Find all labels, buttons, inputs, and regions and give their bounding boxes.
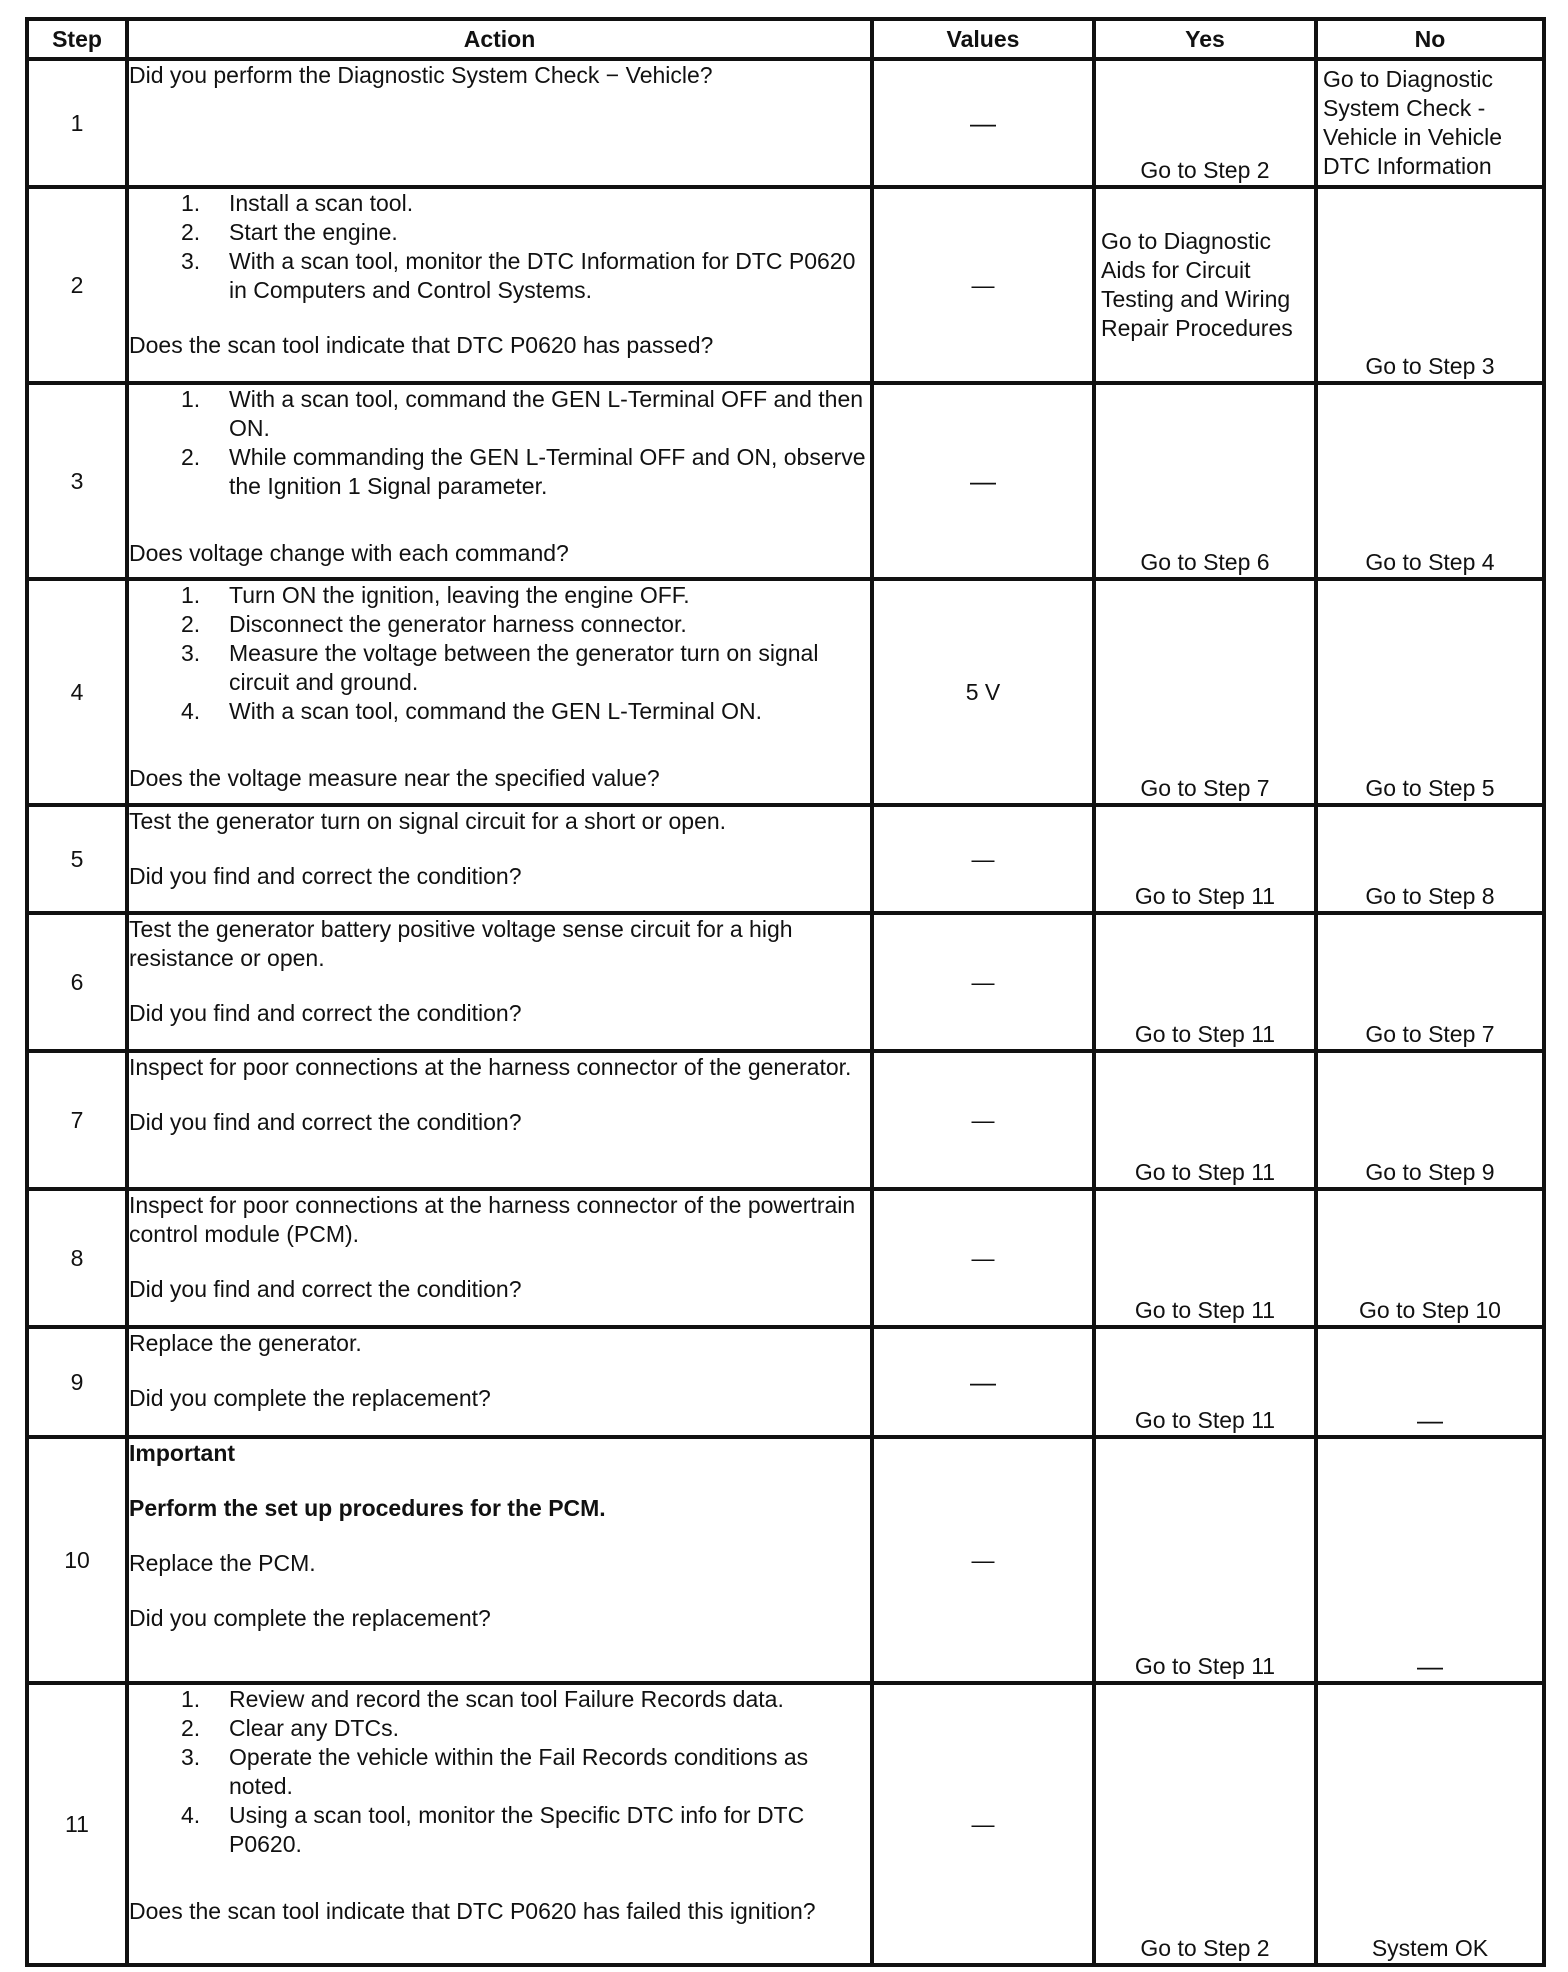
- yes-cell: Go to Step 11: [1094, 1051, 1316, 1189]
- action-list: [129, 385, 870, 501]
- action-cell: [127, 59, 872, 187]
- action-cell: [127, 1437, 872, 1683]
- action-cell: [127, 383, 872, 579]
- step-number: 9: [27, 1327, 127, 1437]
- list-item: [129, 1743, 870, 1801]
- action-text: Inspect for poor connections at the harness connector of the powertrain control module (PCM).: [129, 1192, 856, 1247]
- table-row: [27, 1683, 1544, 1965]
- table-row: [27, 1051, 1544, 1189]
- yes-cell: Go to Step 11: [1094, 1437, 1316, 1683]
- list-item: [129, 639, 870, 697]
- yes-cell: Go to Step 11: [1094, 1189, 1316, 1327]
- list-item: [129, 1714, 870, 1743]
- table-row: [27, 59, 1544, 187]
- header-step: Step: [27, 19, 127, 59]
- action-question: Did you complete the replacement?: [129, 1605, 491, 1631]
- item-number: 1.: [181, 386, 201, 412]
- value-cell: —: [872, 805, 1094, 913]
- list-item: [129, 443, 870, 501]
- step-number: 1: [27, 59, 127, 187]
- no-cell: —: [1316, 1437, 1544, 1683]
- yes-cell: Go to Step 11: [1094, 805, 1316, 913]
- yes-cell: Go to Step 11: [1094, 913, 1316, 1051]
- step-number: 8: [27, 1189, 127, 1327]
- action-text: Replace the PCM.: [129, 1550, 316, 1576]
- action-question: Does the scan tool indicate that DTC P0620 has failed this ignition?: [129, 1898, 816, 1924]
- list-item: [129, 581, 870, 610]
- action-cell: [127, 579, 872, 805]
- value-cell: —: [872, 187, 1094, 383]
- table-row: [27, 383, 1544, 579]
- item-number: 2.: [181, 219, 201, 245]
- no-cell: Go to Step 3: [1316, 187, 1544, 383]
- item-text: While commanding the GEN L-Terminal OFF and ON, observe the Ignition 1 Signal parameter.: [229, 444, 866, 499]
- header-no: No: [1316, 19, 1544, 59]
- table-row: [27, 1437, 1544, 1683]
- item-number: 1.: [181, 190, 201, 216]
- step-number: 4: [27, 579, 127, 805]
- item-text: Turn ON the ignition, leaving the engine OFF.: [229, 582, 690, 608]
- item-number: 3.: [181, 248, 201, 274]
- item-text: With a scan tool, command the GEN L-Terminal OFF and then ON.: [229, 386, 864, 441]
- action-text: Test the generator turn on signal circuit for a short or open.: [129, 808, 727, 834]
- action-question: Did you find and correct the condition?: [129, 863, 522, 889]
- yes-cell: Go to Diagnostic Aids for Circuit Testing and Wiring Repair Procedures: [1094, 187, 1316, 383]
- action-list: [129, 581, 870, 726]
- action-list: [129, 189, 870, 305]
- table-row: [27, 187, 1544, 383]
- step-number: 5: [27, 805, 127, 913]
- item-number: 4.: [181, 1802, 201, 1828]
- action-question: Did you find and correct the condition?: [129, 1109, 522, 1135]
- item-number: 4.: [181, 698, 201, 724]
- action-cell: [127, 1683, 872, 1965]
- table-row: [27, 805, 1544, 913]
- item-text: Review and record the scan tool Failure Records data.: [229, 1686, 784, 1712]
- value-cell: —: [872, 1189, 1094, 1327]
- item-text: Clear any DTCs.: [229, 1715, 399, 1741]
- item-number: 3.: [181, 640, 201, 666]
- item-number: 3.: [181, 1744, 201, 1770]
- action-cell: [127, 187, 872, 383]
- header-row: [27, 19, 1544, 59]
- item-number: 2.: [181, 611, 201, 637]
- table-row: [27, 1327, 1544, 1437]
- step-number: 7: [27, 1051, 127, 1189]
- yes-cell: Go to Step 2: [1094, 1683, 1316, 1965]
- table-row: [27, 913, 1544, 1051]
- no-cell: Go to Diagnostic System Check - Vehicle in Vehicle DTC Information: [1316, 59, 1544, 187]
- step-number: 10: [27, 1437, 127, 1683]
- value-cell: 5 V: [872, 579, 1094, 805]
- step-number: 6: [27, 913, 127, 1051]
- no-cell: Go to Step 4: [1316, 383, 1544, 579]
- list-item: [129, 1801, 870, 1859]
- step-number: 11: [27, 1683, 127, 1965]
- action-cell: [127, 1051, 872, 1189]
- action-cell: [127, 913, 872, 1051]
- action-text: Test the generator battery positive voltage sense circuit for a high resistance or open.: [129, 916, 793, 971]
- item-text: Using a scan tool, monitor the Specific DTC info for DTC P0620.: [229, 1802, 805, 1857]
- action-question: Does the voltage measure near the specified value?: [129, 765, 660, 791]
- diagnostic-table: [25, 17, 1546, 1967]
- item-text: Install a scan tool.: [229, 190, 414, 216]
- list-item: [129, 218, 870, 247]
- action-question: Does voltage change with each command?: [129, 540, 569, 566]
- item-number: 1.: [181, 1686, 201, 1712]
- table-row: [27, 1189, 1544, 1327]
- no-cell: Go to Step 8: [1316, 805, 1544, 913]
- header-action: Action: [127, 19, 872, 59]
- no-cell: Go to Step 10: [1316, 1189, 1544, 1327]
- item-text: Operate the vehicle within the Fail Records conditions as noted.: [229, 1744, 809, 1799]
- item-text: With a scan tool, monitor the DTC Information for DTC P0620 in Computers and Control Systems.: [229, 248, 856, 303]
- yes-cell: Go to Step 2: [1094, 59, 1316, 187]
- action-text: Replace the generator.: [129, 1330, 362, 1356]
- header-values: Values: [872, 19, 1094, 59]
- action-cell: [127, 1327, 872, 1437]
- no-cell: Go to Step 7: [1316, 913, 1544, 1051]
- item-number: 2.: [181, 444, 201, 470]
- value-cell: —: [872, 1437, 1094, 1683]
- item-text: Disconnect the generator harness connector.: [229, 611, 687, 637]
- value-cell: —: [872, 59, 1094, 187]
- no-cell: —: [1316, 1327, 1544, 1437]
- action-question: Did you find and correct the condition?: [129, 1000, 522, 1026]
- value-cell: —: [872, 383, 1094, 579]
- value-cell: —: [872, 1683, 1094, 1965]
- step-number: 3: [27, 383, 127, 579]
- yes-cell: Go to Step 6: [1094, 383, 1316, 579]
- yes-cell: Go to Step 11: [1094, 1327, 1316, 1437]
- action-cell: [127, 1189, 872, 1327]
- action-cell: [127, 805, 872, 913]
- action-question: Does the scan tool indicate that DTC P0620 has passed?: [129, 332, 714, 358]
- no-cell: Go to Step 9: [1316, 1051, 1544, 1189]
- table-row: [27, 579, 1544, 805]
- list-item: [129, 189, 870, 218]
- item-number: 2.: [181, 1715, 201, 1741]
- list-item: [129, 610, 870, 639]
- yes-cell: Go to Step 7: [1094, 579, 1316, 805]
- important-heading: Important: [129, 1440, 236, 1466]
- value-cell: —: [872, 913, 1094, 1051]
- action-text: Inspect for poor connections at the harness connector of the generator.: [129, 1054, 852, 1080]
- value-cell: —: [872, 1051, 1094, 1189]
- important-note: Perform the set up procedures for the PCM.: [129, 1495, 606, 1521]
- no-cell: System OK: [1316, 1683, 1544, 1965]
- list-item: [129, 247, 870, 305]
- value-cell: —: [872, 1327, 1094, 1437]
- action-text: Did you perform the Diagnostic System Check − Vehicle?: [129, 62, 713, 88]
- action-list: [129, 1685, 870, 1859]
- list-item: [129, 1685, 870, 1714]
- action-question: Did you find and correct the condition?: [129, 1276, 522, 1302]
- item-text: Start the engine.: [229, 219, 398, 245]
- list-item: [129, 385, 870, 443]
- item-text: With a scan tool, command the GEN L-Terminal ON.: [229, 698, 763, 724]
- no-cell: Go to Step 5: [1316, 579, 1544, 805]
- item-number: 1.: [181, 582, 201, 608]
- item-text: Measure the voltage between the generator turn on signal circuit and ground.: [229, 640, 819, 695]
- action-question: Did you complete the replacement?: [129, 1385, 491, 1411]
- list-item: [129, 697, 870, 726]
- header-yes: Yes: [1094, 19, 1316, 59]
- step-number: 2: [27, 187, 127, 383]
